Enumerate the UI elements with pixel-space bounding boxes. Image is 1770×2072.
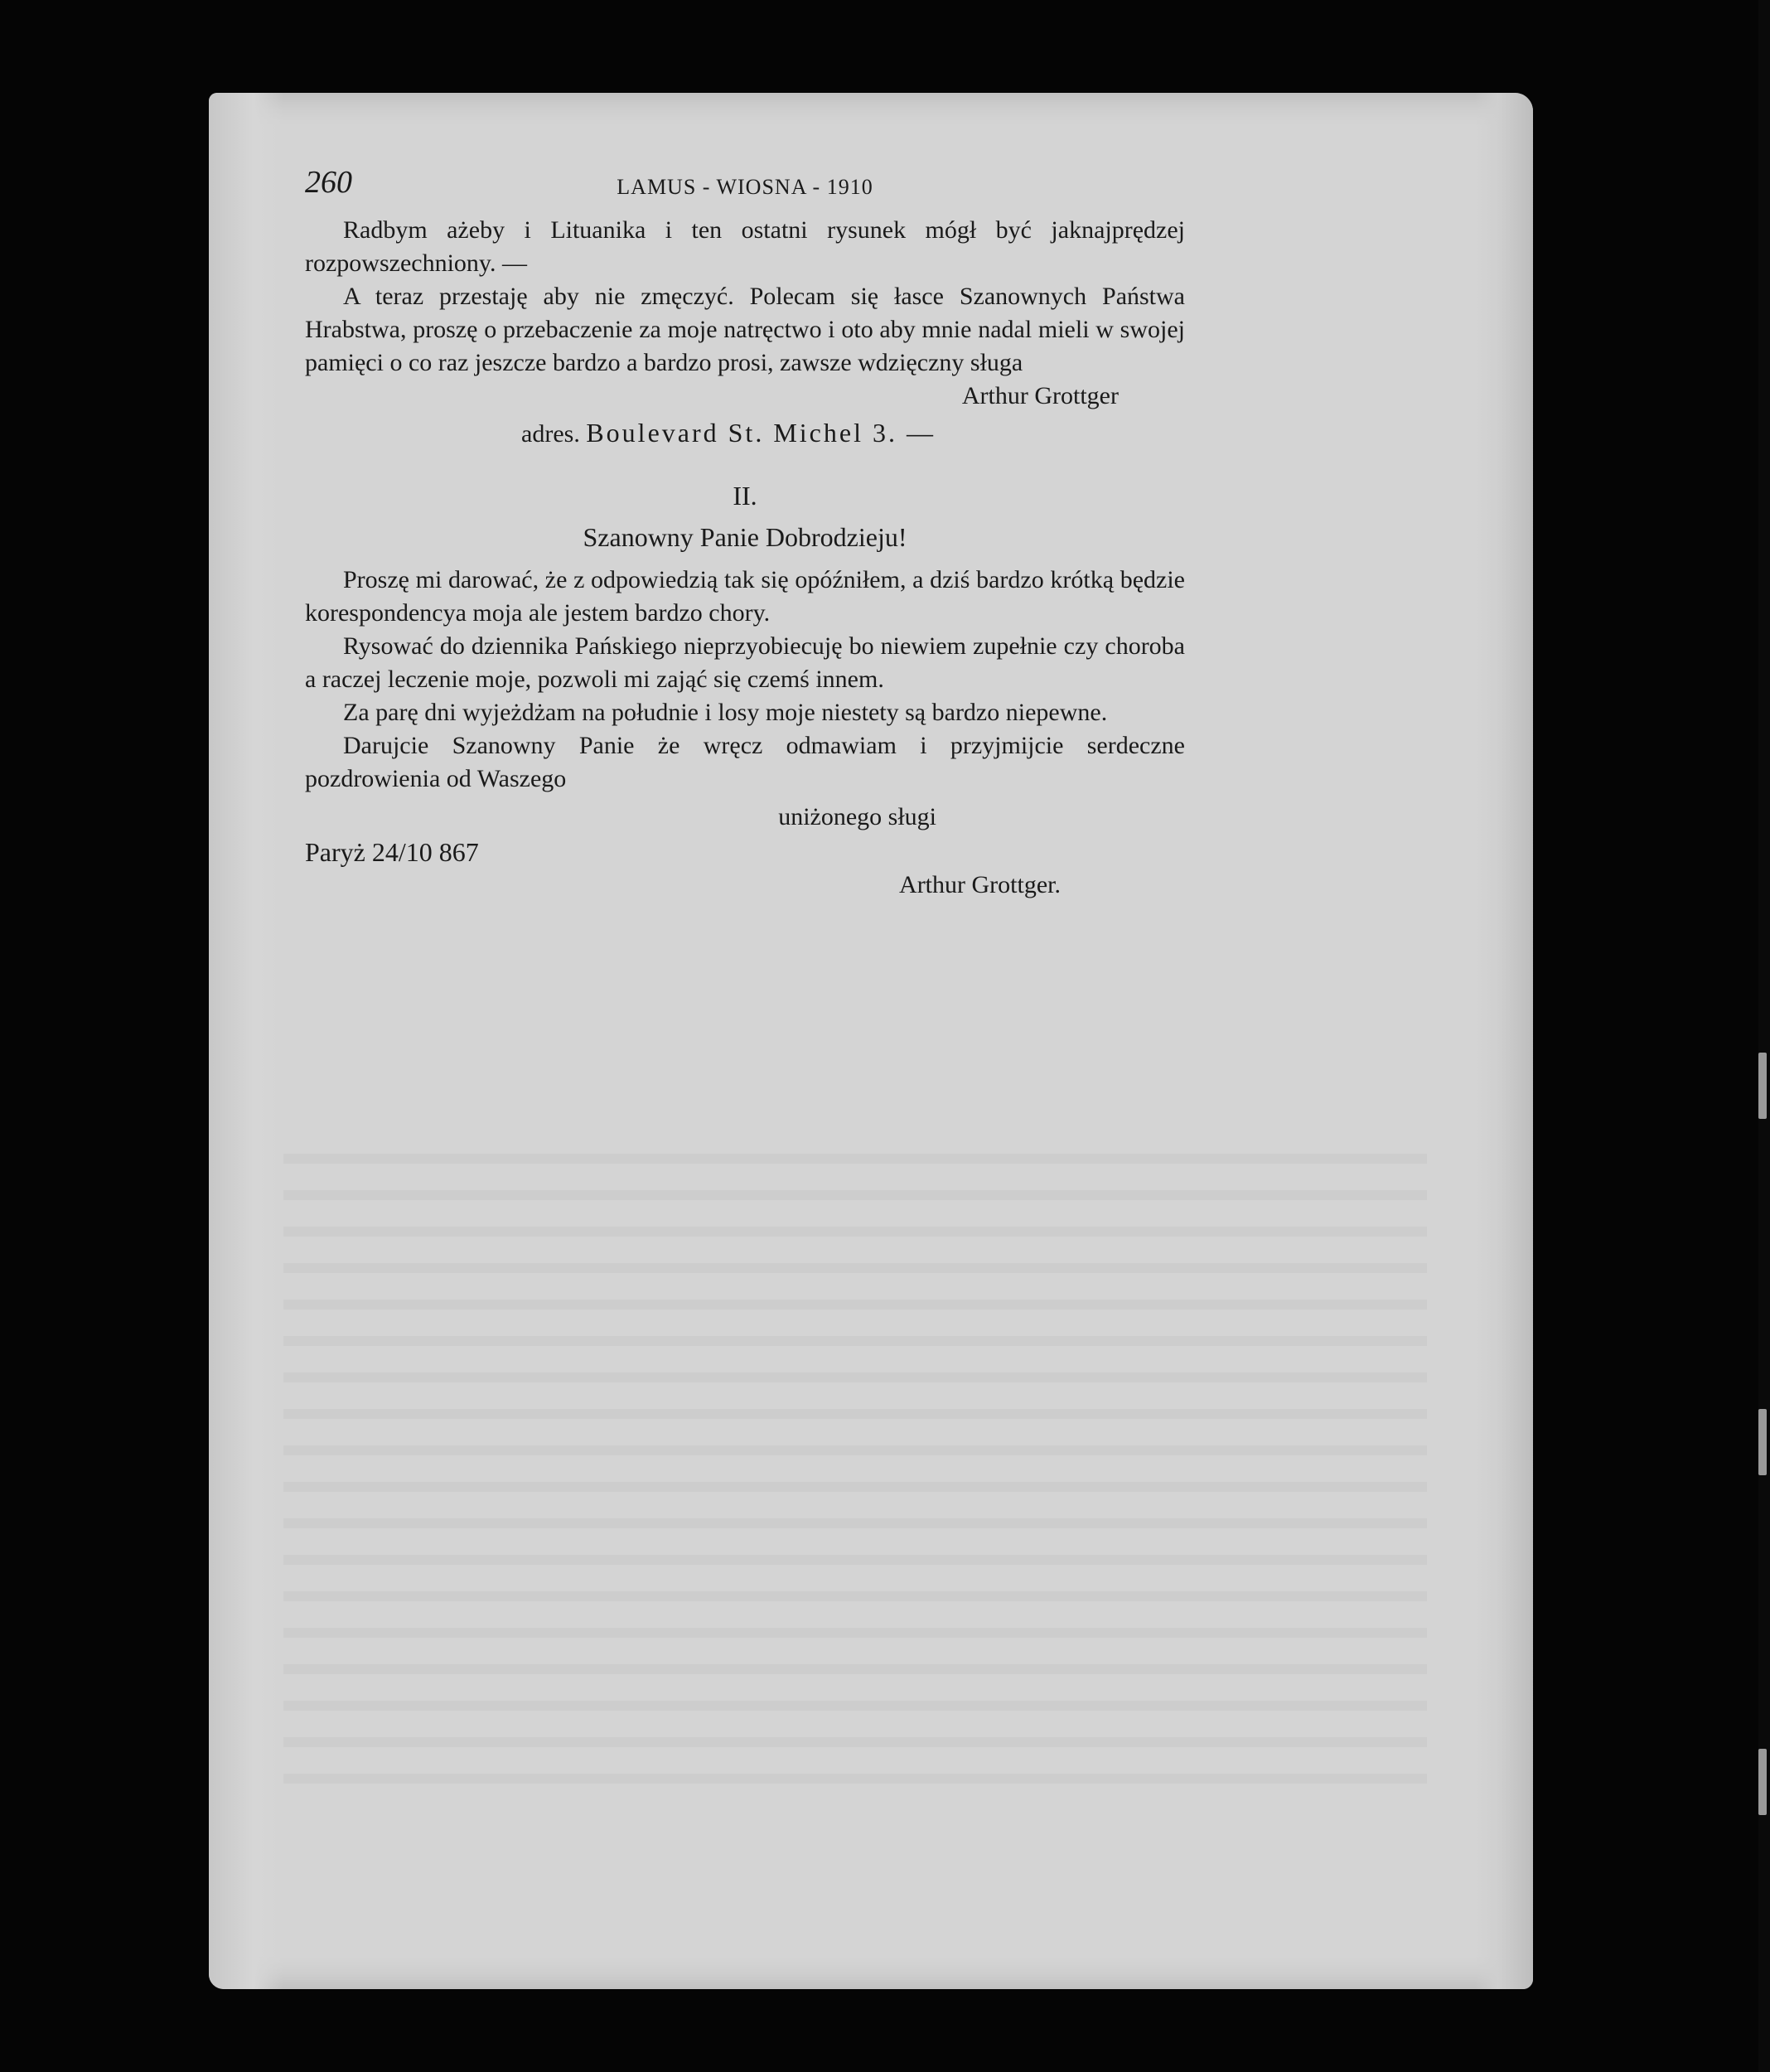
page-binding-edge: [209, 93, 283, 1989]
film-notch: [1758, 1053, 1767, 1119]
film-notch: [1758, 1749, 1767, 1815]
film-edge: [1758, 0, 1770, 2072]
letter2-closing: uniżonego sługi: [778, 803, 936, 830]
page-number: 260: [305, 165, 352, 200]
letter1-paragraph: A teraz przestaję aby nie zmęczyć. Polecam się łasce Szanownych Państwa Hrabstwa, proszę o przebaczenie za moje natręctwo i oto aby mnie nadal mieli w swojej pamięci o co raz jeszcze bardzo a bardzo prosi, zawsze wdzięczny sługa: [305, 283, 1185, 376]
letter2-paragraph: Proszę mi darować, że z odpowiedzią tak się opóźniłem, a dziś bardzo krótką będzie korespondencya moja ale jestem bardzo chory.: [305, 566, 1185, 627]
letter2-paragraph: Za parę dni wyjeżdżam na południe i losy moje niestety są bardzo niepewne.: [343, 699, 1108, 726]
address-line: Boulevard St. Michel 3. —: [586, 418, 936, 448]
address-prefix: adres.: [521, 420, 580, 448]
page-header: [305, 166, 1185, 207]
running-title: LAMUS - WIOSNA - 1910: [617, 175, 873, 199]
letter2-paragraph: Rysować do dziennika Pańskiego nieprzyobiecuję bo niewiem zupełnie czy choroba a raczej leczenie moje, pozwoli mi zająć się czemś innem.: [305, 632, 1185, 693]
letter1-paragraph: Radbym ażeby i Lituanika i ten ostatni rysunek mógł być jaknajprędzej rozpowszechniony. —: [305, 216, 1185, 277]
show-through-text: [283, 1154, 1427, 1784]
letter1-signature: Arthur Grottger: [961, 382, 1119, 409]
letter2-salutation: Szanowny Panie Dobrodzieju!: [583, 522, 907, 552]
letter2-paragraph: Darujcie Szanowny Panie że wręcz odmawiam i przyjmijcie serdeczne pozdrowienia od Waszego: [305, 732, 1185, 792]
film-notch: [1758, 1409, 1767, 1475]
letter2-date-row: [305, 835, 1185, 869]
page-outer-edge: [1475, 93, 1533, 1989]
letter2-date: Paryż 24/10 867: [305, 837, 479, 867]
letter1-address: [305, 416, 1185, 451]
letter2-signature: Arthur Grottger.: [899, 871, 1061, 898]
letter2-number: II.: [733, 481, 757, 511]
page-text: [305, 166, 1185, 902]
